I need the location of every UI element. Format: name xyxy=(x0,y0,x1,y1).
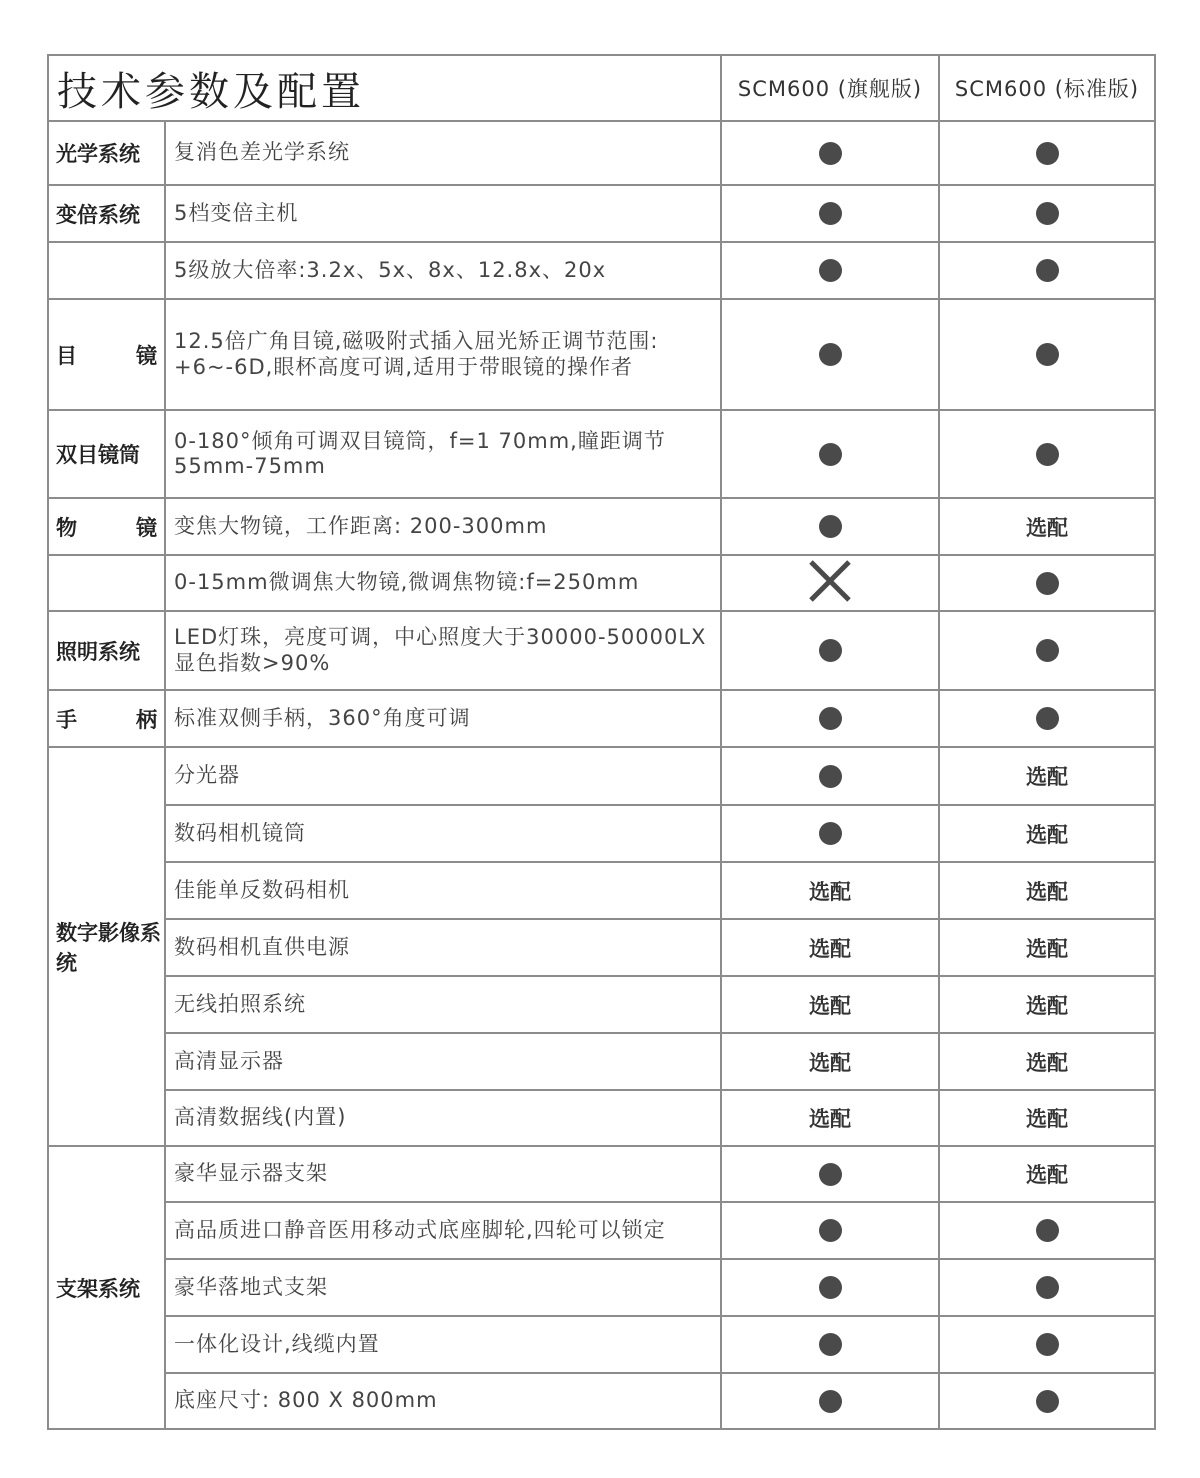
table-row xyxy=(48,1146,1155,1202)
table-row xyxy=(48,1316,1155,1373)
standard-cell xyxy=(939,805,1155,862)
optional-label: 选配 xyxy=(1026,1107,1068,1131)
flagship-cell xyxy=(721,1316,939,1373)
description-cell: 5级放大倍率:3.2x、5x、8x、12.8x、20x xyxy=(165,242,721,299)
description-cell: 佳能单反数码相机 xyxy=(165,862,721,919)
description-cell: 底座尺寸: 800 X 800mm xyxy=(165,1373,721,1429)
description-cell: LED灯珠，亮度可调，中心照度大于30000-50000LX显色指数>90% xyxy=(165,611,721,690)
flagship-cell xyxy=(721,690,939,747)
optional-label: 选配 xyxy=(809,993,851,1018)
description-cell: 数码相机镜筒 xyxy=(165,805,721,862)
standard-cell xyxy=(939,555,1155,611)
flagship-cell xyxy=(721,919,939,976)
column-header-flagship: SCM600 (旗舰版) xyxy=(721,55,939,121)
included-dot-icon xyxy=(819,1163,842,1186)
standard-cell xyxy=(939,1373,1155,1429)
flagship-cell xyxy=(721,1259,939,1316)
table-row xyxy=(48,555,1155,611)
flagship-cell xyxy=(721,1202,939,1259)
header-row xyxy=(48,55,1155,121)
standard-cell xyxy=(939,121,1155,185)
category-cell: 照明系统 xyxy=(48,611,165,690)
standard-cell xyxy=(939,1202,1155,1259)
table-row xyxy=(48,1090,1155,1146)
standard-cell xyxy=(939,242,1155,299)
optional-label: 选配 xyxy=(809,936,851,961)
description-cell: 5档变倍主机 xyxy=(165,185,721,242)
description-cell: 0-15mm微调焦大物镜,微调焦物镜:f=250mm xyxy=(165,555,721,611)
category-cell: 数字影像系统 xyxy=(48,747,165,1146)
included-dot-icon xyxy=(819,259,842,282)
included-dot-icon xyxy=(819,1390,842,1413)
table-row xyxy=(48,185,1155,242)
standard-cell xyxy=(939,185,1155,242)
included-dot-icon xyxy=(819,765,842,788)
description-cell: 高清显示器 xyxy=(165,1033,721,1090)
category-cell: 支架系统 xyxy=(48,1146,165,1429)
included-dot-icon xyxy=(819,1276,842,1299)
description-cell: 无线拍照系统 xyxy=(165,976,721,1033)
flagship-cell xyxy=(721,121,939,185)
description-cell: 豪华落地式支架 xyxy=(165,1259,721,1316)
optional-label: 选配 xyxy=(1026,993,1068,1018)
flagship-cell xyxy=(721,498,939,555)
spec-table xyxy=(47,54,1156,1430)
flagship-cell xyxy=(721,410,939,498)
description-cell: 0-180°倾角可调双目镜筒，f=1 70mm,瞳距调节55mm-75mm xyxy=(165,410,721,498)
table-row xyxy=(48,1259,1155,1316)
included-dot-icon xyxy=(1036,1276,1059,1299)
standard-cell xyxy=(939,498,1155,555)
optional-label: 选配 xyxy=(1026,515,1068,540)
standard-cell xyxy=(939,299,1155,410)
table-row xyxy=(48,1033,1155,1090)
spec-table-body xyxy=(48,55,1155,1429)
standard-cell xyxy=(939,690,1155,747)
optional-label: 选配 xyxy=(809,1107,851,1131)
description-cell: 分光器 xyxy=(165,747,721,805)
description-cell: 标准双侧手柄，360°角度可调 xyxy=(165,690,721,747)
included-dot-icon xyxy=(819,343,842,366)
optional-label: 选配 xyxy=(1026,1050,1068,1075)
standard-cell xyxy=(939,747,1155,805)
included-dot-icon xyxy=(1036,572,1059,595)
table-row xyxy=(48,121,1155,185)
description-cell: 一体化设计,线缆内置 xyxy=(165,1316,721,1373)
category-cell: 手柄 xyxy=(48,690,165,747)
included-dot-icon xyxy=(1036,443,1059,466)
table-row xyxy=(48,242,1155,299)
included-dot-icon xyxy=(1036,343,1059,366)
flagship-cell xyxy=(721,1146,939,1202)
table-row xyxy=(48,919,1155,976)
included-dot-icon xyxy=(1036,707,1059,730)
description-cell: 12.5倍广角目镜,磁吸附式插入屈光矫正调节范围: +6~-6D,眼杯高度可调,适用于带眼镜的操作者 xyxy=(165,299,721,410)
standard-cell xyxy=(939,976,1155,1033)
table-title: 技术参数及配置 xyxy=(48,55,721,121)
flagship-cell xyxy=(721,1033,939,1090)
optional-label: 选配 xyxy=(1026,765,1068,789)
included-dot-icon xyxy=(819,202,842,225)
table-row xyxy=(48,498,1155,555)
table-row xyxy=(48,747,1155,805)
included-dot-icon xyxy=(819,142,842,165)
included-dot-icon xyxy=(1036,639,1059,662)
flagship-cell xyxy=(721,299,939,410)
category-cell xyxy=(48,242,165,299)
included-dot-icon xyxy=(819,515,842,538)
included-dot-icon xyxy=(1036,259,1059,282)
standard-cell xyxy=(939,611,1155,690)
description-cell: 豪华显示器支架 xyxy=(165,1146,721,1202)
category-cell: 变倍系统 xyxy=(48,185,165,242)
table-row xyxy=(48,976,1155,1033)
optional-label: 选配 xyxy=(1026,1163,1068,1187)
included-dot-icon xyxy=(1036,202,1059,225)
flagship-cell xyxy=(721,976,939,1033)
table-row xyxy=(48,690,1155,747)
flagship-cell xyxy=(721,805,939,862)
table-row xyxy=(48,1373,1155,1429)
standard-cell xyxy=(939,410,1155,498)
included-dot-icon xyxy=(819,639,842,662)
category-cell: 双目镜筒 xyxy=(48,410,165,498)
description-cell: 数码相机直供电源 xyxy=(165,919,721,976)
category-cell: 光学系统 xyxy=(48,121,165,185)
standard-cell xyxy=(939,1316,1155,1373)
optional-label: 选配 xyxy=(1026,936,1068,961)
category-cell: 物镜 xyxy=(48,498,165,555)
optional-label: 选配 xyxy=(809,879,851,904)
included-dot-icon xyxy=(1036,1390,1059,1413)
table-row xyxy=(48,611,1155,690)
standard-cell xyxy=(939,1033,1155,1090)
standard-cell xyxy=(939,1090,1155,1146)
included-dot-icon xyxy=(1036,1219,1059,1242)
description-cell: 变焦大物镜，工作距离: 200-300mm xyxy=(165,498,721,555)
table-row xyxy=(48,299,1155,410)
table-row xyxy=(48,862,1155,919)
optional-label: 选配 xyxy=(809,1050,851,1075)
included-dot-icon xyxy=(1036,1333,1059,1356)
optional-label: 选配 xyxy=(1026,822,1068,847)
flagship-cell xyxy=(721,611,939,690)
description-cell: 高品质进口静音医用移动式底座脚轮,四轮可以锁定 xyxy=(165,1202,721,1259)
category-cell xyxy=(48,555,165,611)
flagship-cell xyxy=(721,747,939,805)
flagship-cell xyxy=(721,242,939,299)
flagship-cell xyxy=(721,555,939,611)
standard-cell xyxy=(939,1146,1155,1202)
included-dot-icon xyxy=(819,707,842,730)
included-dot-icon xyxy=(819,822,842,845)
table-row xyxy=(48,805,1155,862)
flagship-cell xyxy=(721,862,939,919)
included-dot-icon xyxy=(819,1219,842,1242)
flagship-cell xyxy=(721,1090,939,1146)
standard-cell xyxy=(939,862,1155,919)
table-row xyxy=(48,1202,1155,1259)
column-header-standard: SCM600 (标准版) xyxy=(939,55,1155,121)
included-dot-icon xyxy=(819,1333,842,1356)
included-dot-icon xyxy=(1036,142,1059,165)
description-cell: 复消色差光学系统 xyxy=(165,121,721,185)
category-cell: 目镜 xyxy=(48,299,165,410)
flagship-cell xyxy=(721,185,939,242)
table-row xyxy=(48,410,1155,498)
standard-cell xyxy=(939,1259,1155,1316)
optional-label: 选配 xyxy=(1026,879,1068,904)
standard-cell xyxy=(939,919,1155,976)
flagship-cell xyxy=(721,1373,939,1429)
excluded-x-icon xyxy=(807,559,853,607)
included-dot-icon xyxy=(819,443,842,466)
description-cell: 高清数据线(内置) xyxy=(165,1090,721,1146)
